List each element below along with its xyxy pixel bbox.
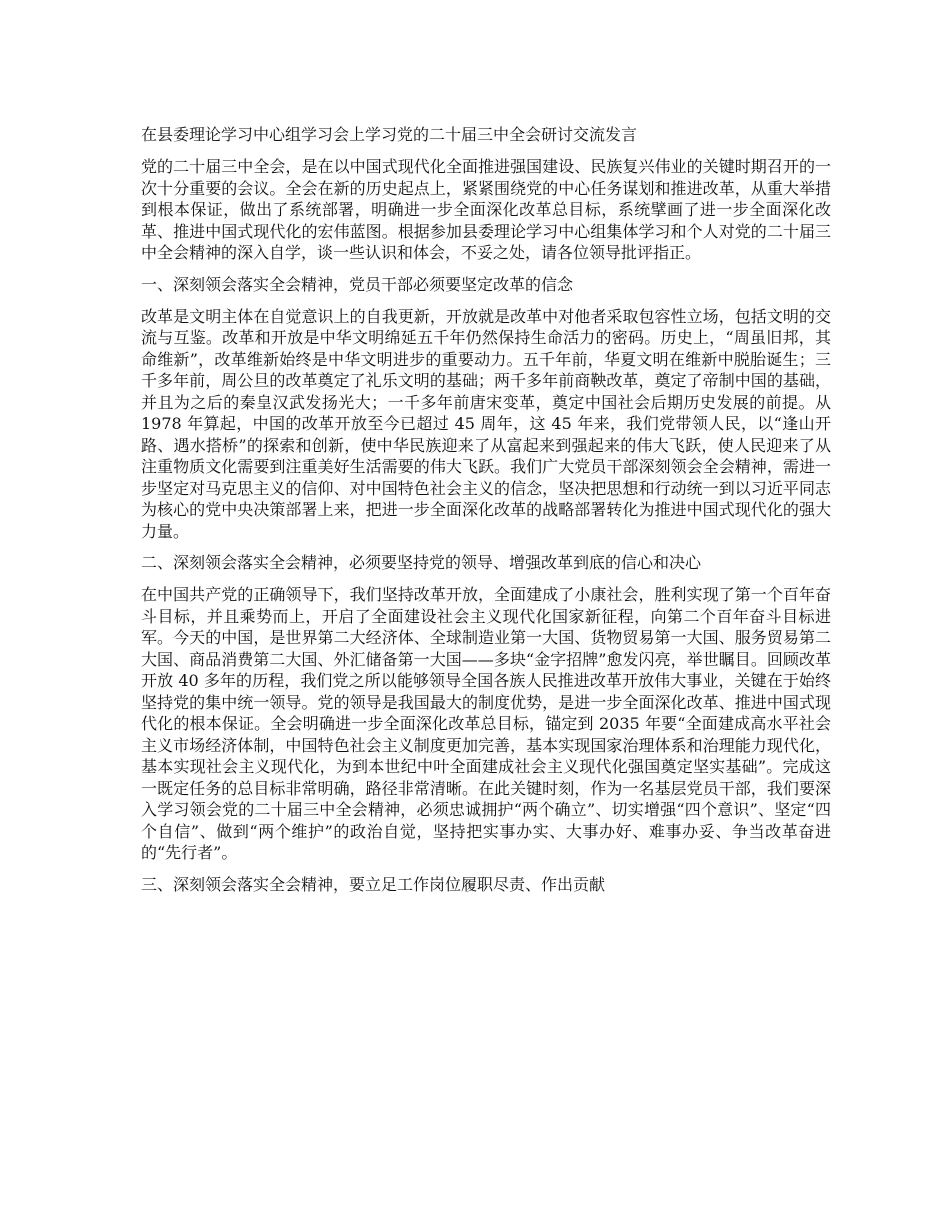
section-2-heading: 二、深刻领会落实全会精神，必须要坚持党的领导、增强改革到底的信心和决心 <box>141 553 702 572</box>
section-2-paragraph: 在中国共产党的正确领导下，我们坚持改革开放，全面建成了小康社会，胜利实现了第一个百年奋斗目标，并且乘势而上，开启了全面建设社会主义现代化国家新征程，向第二个百年奋斗目标进军。今天的中国，是世界第二大经济体、全球制造业第一大国、货物贸易第一大国、服务贸易第二大国、商品消费第二大国、外汇储备第一大国——多块“金字招牌”愈发闪亮，举世瞩目。回顾改革开放 40 多年的历程，我们党之所以能够领导全国各族人民推进改革开放伟大事业，关键在于始终坚持党的集中统一领导。党的领导是我国最大的制度优势，是进一步全面深化改革、推进中国式现代化的根本保证。全会明确进一步全面深化改革总目标，锚定到 2035 年要“全面建成高水平社会主义市场经济体制，中国特色社会主义制度更加完善，基本实现国家治理体系和治理能力现代化，基本实现社会主义现代化，为到本世纪中叶全面建成社会主义现代化强国奠定坚实基础”。完成这一既定任务的总目标非常明确，路径非常清晰。在此关键时刻，作为一名基层党员干部，我们要深入学习领会党的二十届三中全会精神，必须忠诚拥护“两个确立”、切实增强“四个意识”、坚定“四个自信”、做到“两个维护”的政治自觉，坚持把实事办实、大事办好、难事办妥、争当改革奋进的“先行者”。 <box>141 585 831 862</box>
document-page <box>141 124 831 906</box>
document-title: 在县委理论学习中心组学习会上学习党的二十届三中全会研讨交流发言 <box>141 125 638 144</box>
section-1-heading: 一、深刻领会落实全会精神，党员干部必须要坚定改革的信念 <box>141 274 574 294</box>
intro-paragraph: 党的二十届三中全会，是在以中国式现代化全面推进强国建设、民族复兴伟业的关键时期召开的一次十分重要的会议。全会在新的历史起点上，紧紧围绕党的中心任务谋划和推进改革，从重大举措到根本保证，做出了系统部署，明确进一步全面深化改革总目标，系统擘画了进一步全面深化改革、推进中国式现代化的宏伟蓝图。根据参加县委理论学习中心组集体学习和个人对党的二十届三中全会精神的深入自学，谈一些认识和体会，不妥之处，请各位领导批评指正。 <box>141 157 831 262</box>
section-3-heading: 三、深刻领会落实全会精神，要立足工作岗位履职尽责、作出贡献 <box>141 874 606 894</box>
section-1-paragraph: 改革是文明主体在自觉意识上的自我更新，开放就是改革中对他者采取包容性立场，包括文明的交流与互鉴。改革和开放是中华文明绵延五千年仍然保持生命活力的密码。历史上，“周虽旧邦，其命维新”，改革维新始终是中华文明进步的重要动力。五千年前，华夏文明在维新中脱胎诞生；三千多年前，周公旦的改革奠定了礼乐文明的基础；两千多年前商鞅改革，奠定了帝制中国的基础，并且为之后的秦皇汉武发扬光大；一千多年前唐宋变革，奠定中国社会后期历史发展的前提。从 1978 年算起，中国的改革开放至今已超过 45 周年，这 45 年来，我们党带领人民，以“逢山开路、遇水搭桥”的探索和创新，使中华民族迎来了从富起来到强起来的伟大飞跃，使人民迎来了从注重物质文化需要到注重美好生活需要的伟大飞跃。我们广大党员干部深刻领会全会精神，需进一步坚定对马克思主义的信仰、对中国特色社会主义的信念，坚决把思想和行动统一到以习近平同志为核心的党中央决策部署上来，把进一步全面深化改革的战略部署转化为推进中国式现代化的强大力量。 <box>141 306 831 541</box>
